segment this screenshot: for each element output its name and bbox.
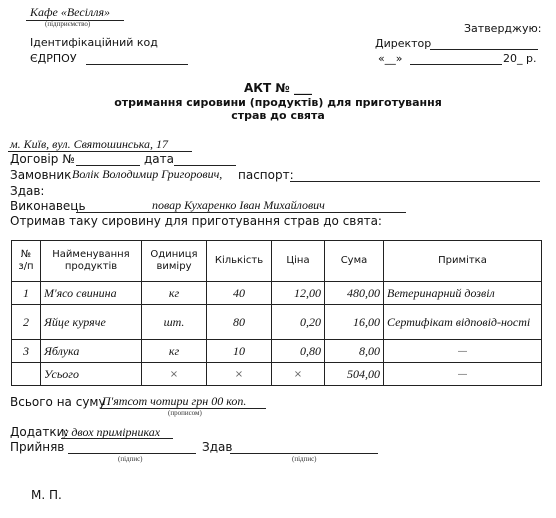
total-note: —	[384, 363, 542, 386]
col-header-quantity: Кількість	[207, 241, 272, 282]
edrpou-label: ЄДРПОУ	[30, 52, 77, 65]
organization-name: Кафе «Весілля»	[30, 5, 111, 19]
place: м. Київ, вул. Святошинська, 17	[10, 137, 169, 151]
row-price: 0,80	[272, 340, 325, 363]
passport-field[interactable]	[290, 181, 540, 182]
accepted-signature-field[interactable]	[68, 453, 196, 454]
contract-date-field[interactable]	[174, 165, 236, 166]
total-sum: 504,00	[325, 363, 384, 386]
director-label: Директор	[375, 37, 432, 50]
approve-date-year: 20_ р.	[503, 52, 537, 65]
stamp-placeholder: М. П.	[31, 488, 62, 502]
total-number-empty	[12, 363, 41, 386]
row-unit: кг	[142, 340, 207, 363]
act-title: АКТ № ___	[243, 81, 313, 95]
act-title-line3: страв до свята	[231, 109, 325, 122]
row-unit: шт.	[142, 305, 207, 340]
row-note: Сертифікат відповід-ності	[384, 305, 542, 340]
edrpou-field[interactable]	[86, 64, 188, 65]
row-number: 1	[12, 282, 41, 305]
act-title-line2: отримання сировини (продуктів) для приготування	[114, 96, 442, 109]
row-quantity: 80	[207, 305, 272, 340]
total-quantity: ×	[207, 363, 272, 386]
attachments-value: у двох примірниках	[63, 425, 161, 439]
customer-name: Волік Володимир Григорович,	[72, 167, 223, 181]
contract-label: Договір №	[10, 152, 75, 166]
handed-label: Здав:	[10, 184, 45, 198]
approve-date-month-field[interactable]	[410, 64, 502, 65]
handed-signature-caption: (підпис)	[292, 455, 317, 463]
table-row	[12, 282, 542, 305]
table-header-row	[12, 241, 542, 282]
products-table	[11, 240, 542, 386]
attachments-underline	[61, 438, 173, 439]
row-number: 2	[12, 305, 41, 340]
row-price: 0,20	[272, 305, 325, 340]
row-sum: 8,00	[325, 340, 384, 363]
approve-label: Затверджую:	[464, 22, 542, 35]
passport-label: паспорт:	[238, 168, 294, 182]
sum-words-value: П'ятсот чотири грн 00 коп.	[102, 394, 247, 408]
col-header-name: Найменування продуктів	[41, 241, 142, 282]
row-product-name: Яблука	[41, 340, 142, 363]
accepted-signature-caption: (підпис)	[118, 455, 143, 463]
total-unit: ×	[142, 363, 207, 386]
row-sum: 480,00	[325, 282, 384, 305]
sum-words-caption: (прописом)	[168, 409, 202, 417]
contract-date-label: дата	[144, 152, 174, 166]
col-header-unit: Одиниця виміру	[142, 241, 207, 282]
handed-signature-field[interactable]	[230, 453, 378, 454]
org-name-caption: (підприємство)	[45, 20, 91, 28]
director-signature-field[interactable]	[430, 49, 538, 50]
row-sum: 16,00	[325, 305, 384, 340]
row-quantity: 40	[207, 282, 272, 305]
customer-label: Замовник	[10, 168, 72, 182]
received-text: Отримав таку сировину для приготування страв до свята:	[10, 214, 382, 228]
col-header-price: Ціна	[272, 241, 325, 282]
table-row	[12, 340, 542, 363]
row-price: 12,00	[272, 282, 325, 305]
row-quantity: 10	[207, 340, 272, 363]
row-note: —	[384, 340, 542, 363]
table-total-row	[12, 363, 542, 386]
row-product-name: Яйце куряче	[41, 305, 142, 340]
id-code-label: Ідентифікаційний код	[30, 36, 158, 49]
col-header-sum: Сума	[325, 241, 384, 282]
attachments-label: Додатки:	[10, 425, 69, 439]
col-header-note: Примітка	[384, 241, 542, 282]
approve-date-day: «__»	[378, 52, 403, 65]
accepted-label: Прийняв	[10, 440, 65, 454]
sum-words-label: Всього на суму	[10, 395, 106, 409]
row-note: Ветеринарний дозвіл	[384, 282, 542, 305]
row-product-name: М'ясо свинина	[41, 282, 142, 305]
row-unit: кг	[142, 282, 207, 305]
total-label: Усього	[41, 363, 142, 386]
executor-label: Виконавець	[10, 199, 86, 213]
contract-number-field[interactable]	[76, 165, 140, 166]
total-price: ×	[272, 363, 325, 386]
executor-name: повар Кухаренко Іван Михайлович	[152, 198, 325, 212]
col-header-number: № з/п	[12, 241, 41, 282]
table-row	[12, 305, 542, 340]
row-number: 3	[12, 340, 41, 363]
handed-signature-label: Здав	[202, 440, 233, 454]
